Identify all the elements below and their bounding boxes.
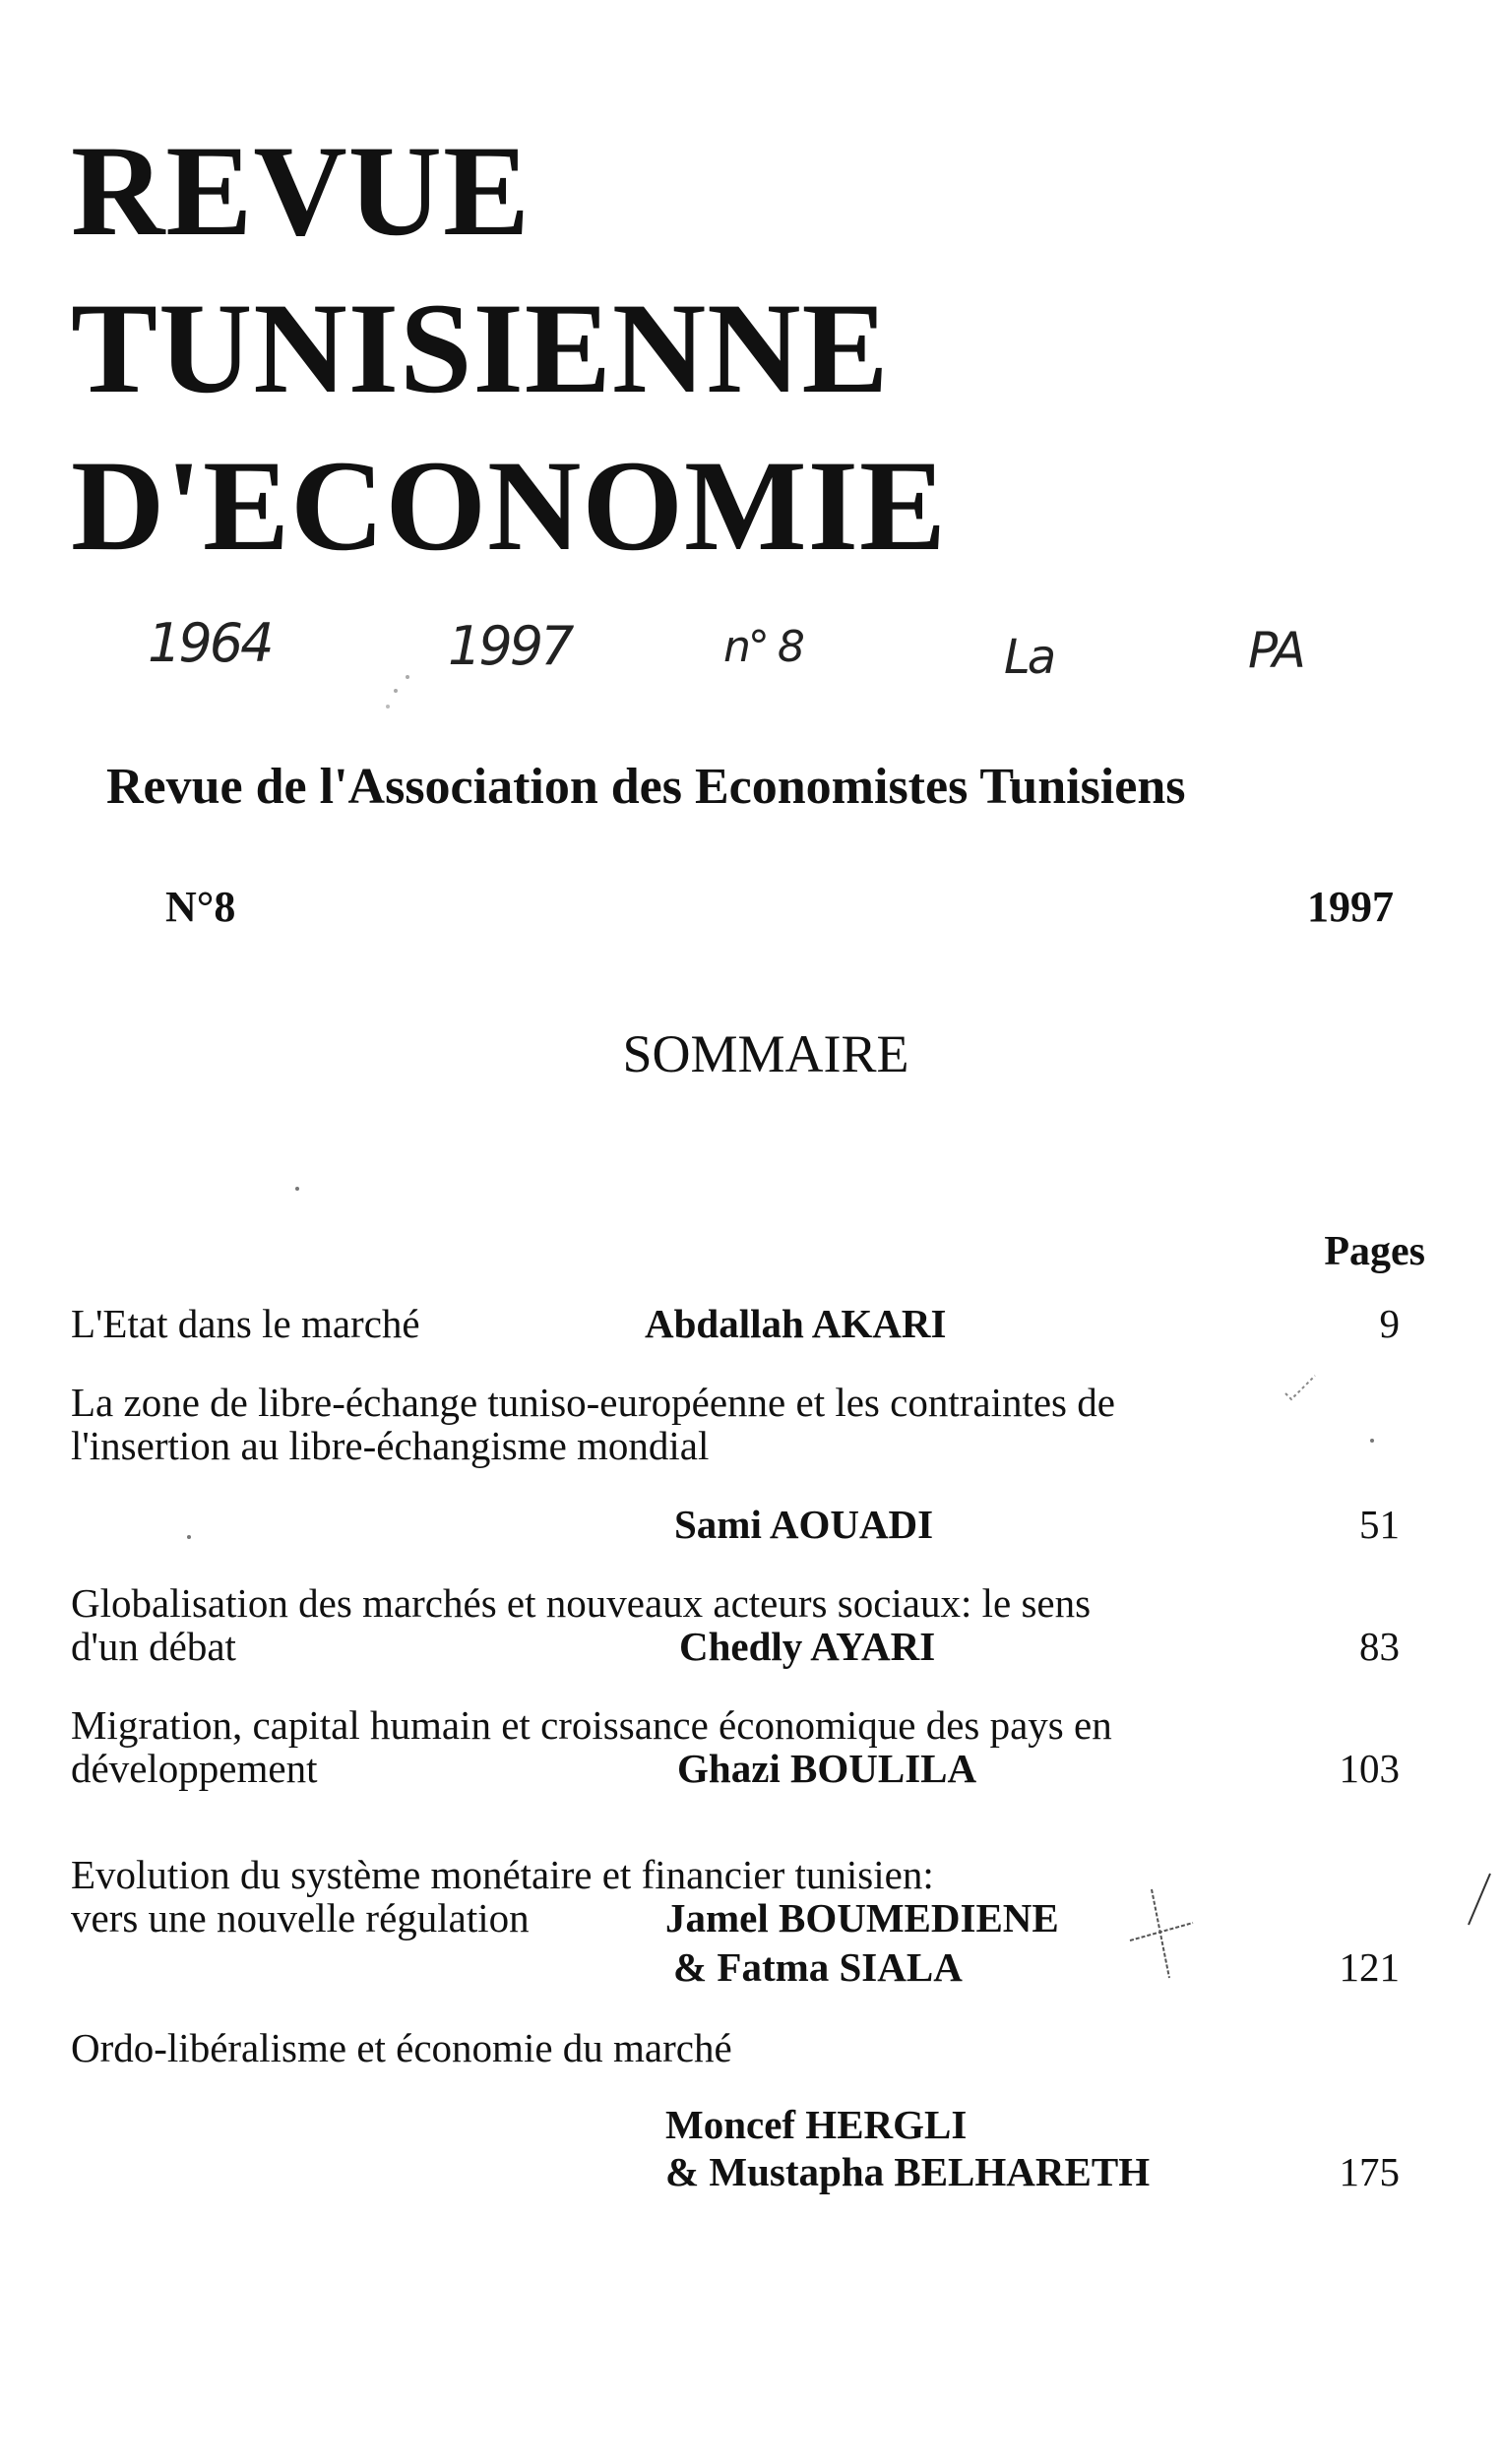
entry-title-line: Migration, capital humain et croissance économique des pays en xyxy=(71,1702,1112,1748)
pages-header: Pages xyxy=(1324,1229,1425,1274)
sommaire-heading: SOMMAIRE xyxy=(622,1024,909,1083)
scan-speck xyxy=(394,689,398,693)
title-line-3: D'ECONOMIE xyxy=(71,433,948,578)
entry-author: & Fatma SIALA xyxy=(673,1944,963,1990)
issue-year: 1997 xyxy=(1307,883,1394,931)
pencil-slash-icon xyxy=(1465,1870,1494,1929)
entry-page: 51 xyxy=(1359,1502,1400,1547)
title-line-1: REVUE xyxy=(71,118,532,263)
entry-title-line: La zone de libre-échange tuniso-européenne et les contraintes de xyxy=(71,1380,1115,1425)
handwriting-5: PA xyxy=(1248,622,1303,679)
pencil-cross-icon xyxy=(1122,1879,1201,1988)
handwriting-2: 1997 xyxy=(448,615,572,677)
entry-author: Moncef HERGLI xyxy=(665,2102,968,2147)
entry-title-line: vers une nouvelle régulation xyxy=(71,1895,530,1940)
entry-page: 103 xyxy=(1339,1746,1400,1791)
entry-author: Sami AOUADI xyxy=(674,1502,934,1547)
entry-title-line: l'insertion au libre-échangisme mondial xyxy=(71,1423,710,1468)
handwriting-1: 1964 xyxy=(148,612,272,674)
entry-author: Chedly AYARI xyxy=(679,1624,936,1669)
entry-page: 9 xyxy=(1379,1301,1400,1346)
scan-speck xyxy=(1370,1439,1374,1443)
entry-page: 121 xyxy=(1339,1944,1400,1990)
title-line-2: TUNISIENNE xyxy=(71,276,890,420)
scan-speck xyxy=(406,675,409,679)
scan-speck xyxy=(386,705,390,708)
pencil-tick-icon xyxy=(1280,1370,1339,1409)
entry-page: 175 xyxy=(1339,2149,1400,2194)
entry-title-line: Ordo-libéralisme et économie du marché xyxy=(71,2025,732,2070)
entry-title-line: développement xyxy=(71,1746,318,1791)
entry-title-line: Globalisation des marchés et nouveaux acteurs sociaux: le sens xyxy=(71,1580,1092,1626)
entry-author: Jamel BOUMEDIENE xyxy=(665,1895,1059,1940)
issue-number: N°8 xyxy=(165,883,236,931)
handwriting-3: n° 8 xyxy=(723,622,802,672)
entry-title-line: L'Etat dans le marché xyxy=(71,1301,420,1346)
entry-author: Abdallah AKARI xyxy=(645,1301,947,1346)
subtitle: Revue de l'Association des Economistes Tunisiens xyxy=(106,759,1186,815)
handwriting-4: La xyxy=(1004,630,1054,685)
entry-author: & Mustapha BELHARETH xyxy=(665,2149,1151,2194)
scan-speck xyxy=(295,1187,299,1191)
entry-title-line: Evolution du système monétaire et financier tunisien: xyxy=(71,1852,934,1897)
entry-page: 83 xyxy=(1359,1624,1400,1669)
entry-title-line: d'un débat xyxy=(71,1624,236,1669)
entry-author: Ghazi BOULILA xyxy=(677,1746,977,1791)
scan-speck xyxy=(187,1535,191,1539)
